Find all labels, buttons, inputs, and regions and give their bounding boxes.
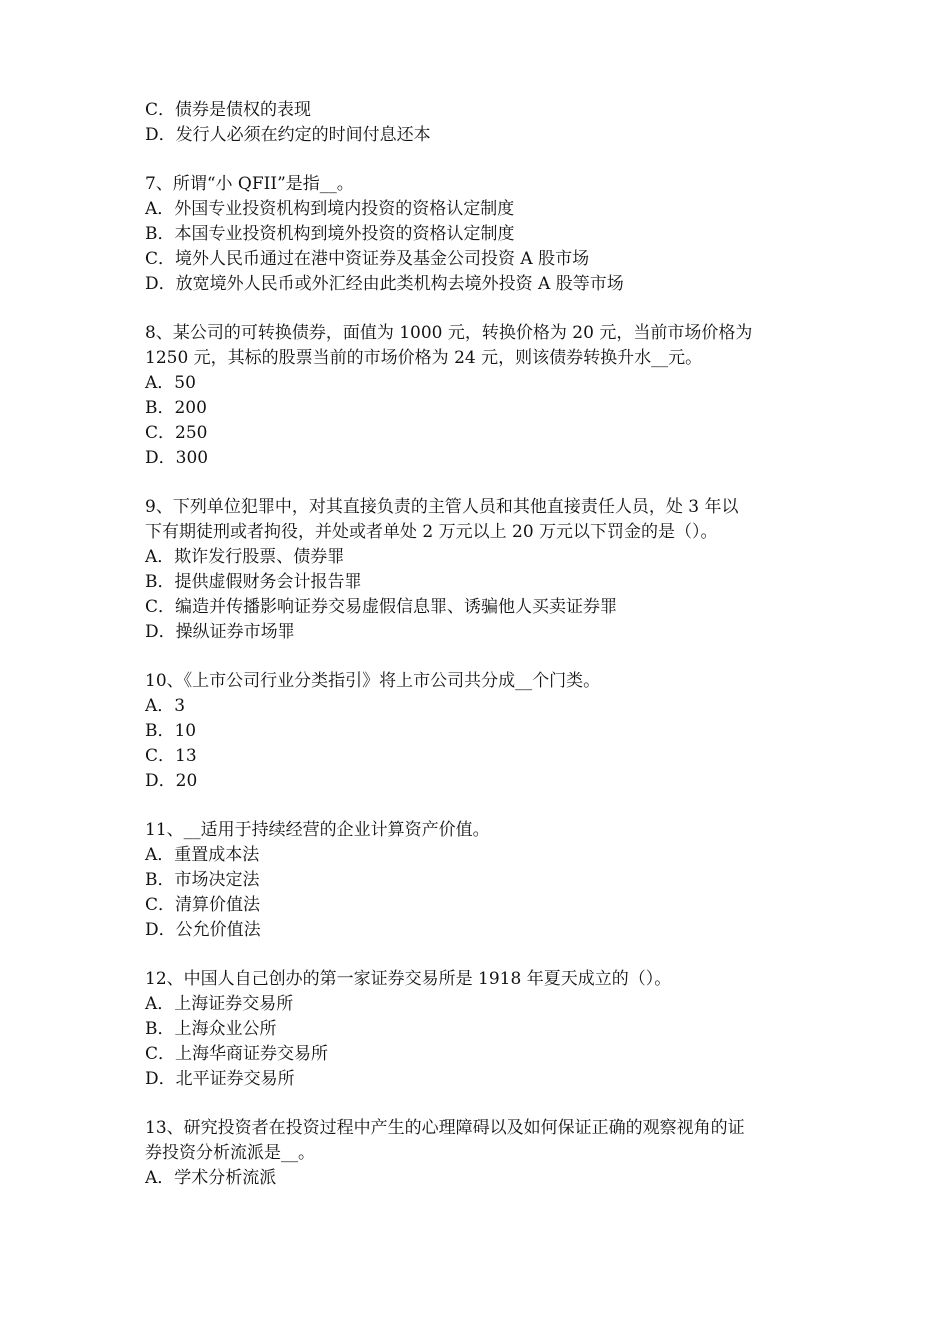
- question-9-text-line-1: 9、下列单位犯罪中，对其直接负责的主管人员和其他直接责任人员，处 3 年以: [145, 497, 739, 517]
- question-13: [145, 1116, 815, 1191]
- option-c: C．13: [145, 746, 197, 766]
- option-d: D．公允价值法: [145, 920, 261, 940]
- option-d: D．300: [145, 448, 209, 468]
- question-9-text-line-2: 下有期徒刑或者拘役，并处或者单处 2 万元以上 20 万元以下罚金的是（）。: [145, 522, 718, 542]
- question-6-continuation: [145, 98, 815, 148]
- question-13-text-line-2: 券投资分析流派是__。: [145, 1143, 315, 1163]
- option-b: B．10: [145, 721, 197, 741]
- option-b: B．市场决定法: [145, 870, 260, 890]
- option-c: C．编造并传播影响证券交易虚假信息罪、诱骗他人买卖证券罪: [145, 597, 618, 617]
- question-12-text: 12、中国人自己创办的第一家证券交易所是 1918 年夏天成立的（）。: [145, 969, 672, 989]
- question-11-text: 11、__适用于持续经营的企业计算资产价值。: [145, 820, 490, 840]
- question-9: [145, 495, 815, 645]
- option-c: C．250: [145, 423, 208, 443]
- question-10-text: 10、《上市公司行业分类指引》将上市公司共分成__个门类。: [145, 671, 601, 691]
- option-b: B．提供虚假财务会计报告罪: [145, 572, 362, 592]
- question-11: [145, 818, 815, 943]
- question-8-text-line-2: 1250 元，其标的股票当前的市场价格为 24 元，则该债券转换升水__元。: [145, 348, 703, 368]
- option-b: B．200: [145, 398, 207, 418]
- option-a: A．学术分析流派: [145, 1168, 277, 1188]
- question-8-text-line-1: 8、某公司的可转换债券，面值为 1000 元，转换价格为 20 元，当前市场价格为: [145, 323, 753, 343]
- option-c: C．清算价值法: [145, 895, 261, 915]
- question-10: [145, 669, 815, 794]
- question-12: [145, 967, 815, 1092]
- option-d: D．发行人必须在约定的时间付息还本: [145, 125, 431, 145]
- option-a: A．50: [145, 373, 196, 393]
- option-b: B．本国专业投资机构到境外投资的资格认定制度: [145, 224, 515, 244]
- option-a: A．外国专业投资机构到境内投资的资格认定制度: [145, 199, 515, 219]
- document-page: [145, 98, 815, 1191]
- option-a: A．重置成本法: [145, 845, 260, 865]
- option-d: D．北平证券交易所: [145, 1069, 295, 1089]
- option-a: A．3: [145, 696, 186, 716]
- option-c: C．上海华商证券交易所: [145, 1044, 329, 1064]
- option-a: A．欺诈发行股票、债券罪: [145, 547, 345, 567]
- option-d: D．20: [145, 771, 198, 791]
- question-7: [145, 172, 815, 297]
- question-7-text: 7、所谓“小 QFII”是指__。: [145, 174, 354, 194]
- option-d: D．放宽境外人民币或外汇经由此类机构去境外投资 A 股等市场: [145, 274, 624, 294]
- option-b: B．上海众业公所: [145, 1019, 277, 1039]
- option-c: C．债券是债权的表现: [145, 100, 312, 120]
- question-8: [145, 321, 815, 471]
- option-a: A．上海证券交易所: [145, 994, 294, 1014]
- option-d: D．操纵证券市场罪: [145, 622, 295, 642]
- option-c: C．境外人民币通过在港中资证券及基金公司投资 A 股市场: [145, 249, 590, 269]
- question-13-text-line-1: 13、研究投资者在投资过程中产生的心理障碍以及如何保证正确的观察视角的证: [145, 1118, 745, 1138]
